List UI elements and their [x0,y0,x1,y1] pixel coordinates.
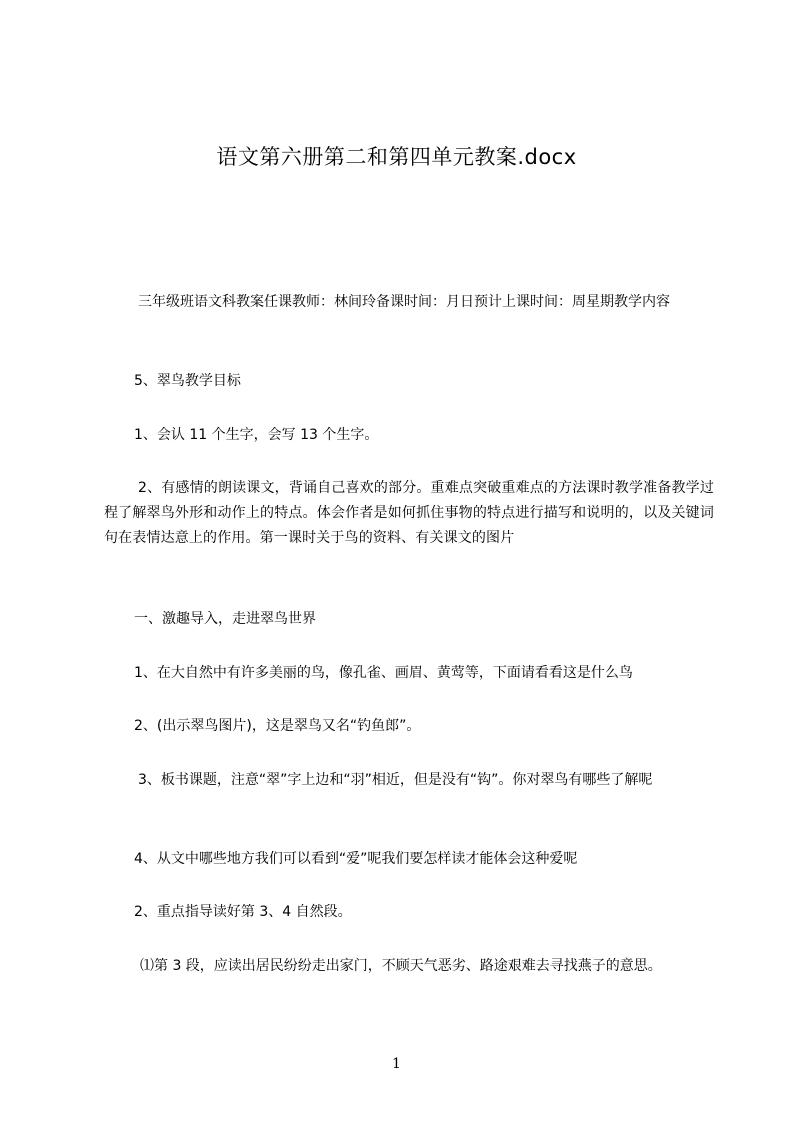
paragraph-goal-2: 2、有感情的朗读课文，背诵自己喜欢的部分。重难点突破重难点的方法课时教学准备教学过程了解翠鸟外形和动作上的特点。体会作者是如何抓住事物的特点进行描写和说明的，以及关键词句在表情达意上的作用。第一课时关于鸟的资料、有关课文的图片 [104,480,714,546]
paragraph-section-heading: 一、激趣导入，走进翠鸟世界 [134,611,316,627]
paragraph-step-1: 1、在大自然中有许多美丽的鸟，像孔雀、画眉、黄莺等，下面请看看这是什么鸟 [134,665,633,681]
paragraph-step-4: 4、从文中哪些地方我们可以看到“爱”呢我们要怎样读才能体会这种爱呢 [134,851,578,867]
page-number: 1 [392,1056,401,1072]
paragraph-reading-focus: 2、重点指导读好第 3、4 自然段。 [134,904,352,920]
paragraph-lesson-info: 三年级班语文科教案任课教师：林间玲备课时间：月日预计上课时间：周星期教学内容 [138,294,670,310]
paragraph-step-2: 2、(出示翠鸟图片)，这是翠鸟又名“钓鱼郎”。 [134,718,421,734]
document-title: 语文第六册第二和第四单元教案.docx [216,145,577,169]
paragraph-step-3: 3、板书课题，注意“翠”字上边和“羽”相近，但是没有“钩”。你对翠鸟有哪些了解呢 [138,772,653,788]
paragraph-goal-1: 1、会认 11 个生字，会写 13 个生字。 [134,427,379,443]
paragraph-lesson-heading: 5、翠鸟教学目标 [134,373,241,389]
paragraph-reading-note: ⑴第 3 段，应读出居民纷纷走出家门，不顾天气恶劣、路途艰难去寻找燕子的意思。 [140,958,662,974]
